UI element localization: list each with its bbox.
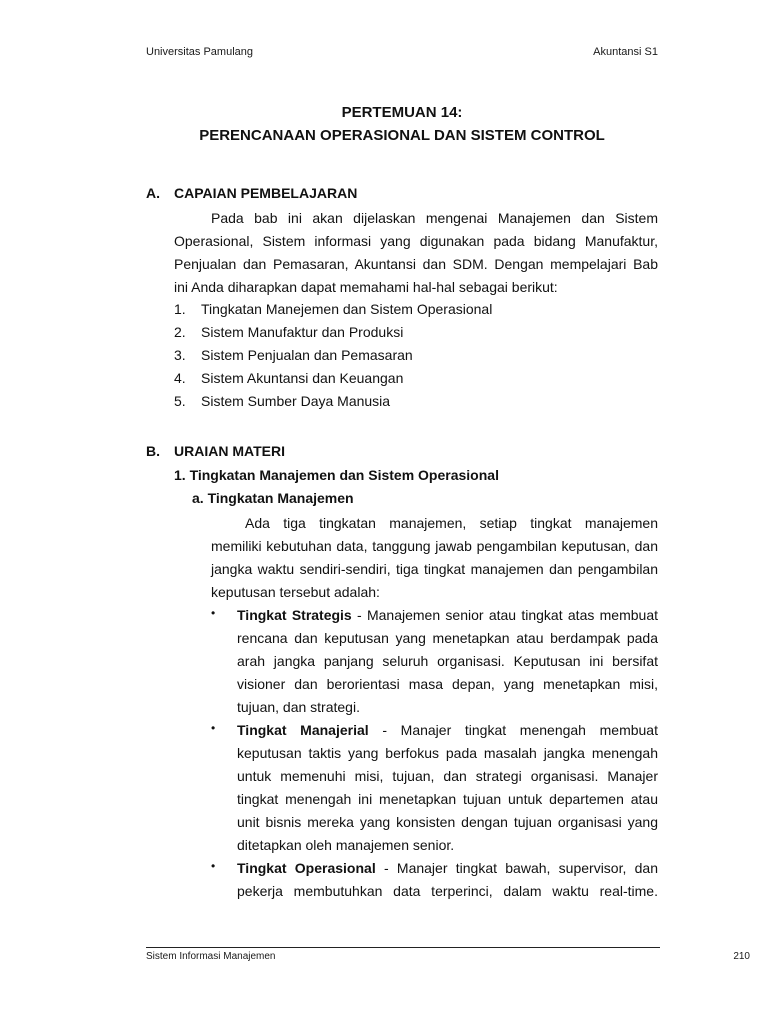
section-a-paragraph-line: Penjualan dan Pemasaran, Akuntansi dan SDM. Dengan mempelajari Bab bbox=[174, 256, 658, 272]
bullet-term: Tingkat Operasional bbox=[237, 860, 376, 876]
bullet-line: visioner dan berorientasi masa depan, yang menetapkan misi, bbox=[237, 676, 658, 692]
subsection-heading: 1. Tingkatan Manajemen dan Sistem Operasional bbox=[174, 467, 499, 483]
list-item-number: 4. bbox=[174, 370, 186, 386]
bullet-line: ditetapkan oleh manajemen senior. bbox=[237, 837, 455, 853]
list-item-number: 3. bbox=[174, 347, 186, 363]
section-b-label: B. bbox=[146, 443, 160, 459]
list-item-text: Tingkatan Manejemen dan Sistem Operasional bbox=[201, 301, 493, 317]
bullet-line: pekerja membutuhkan data terperinci, dalam waktu real-time. bbox=[237, 883, 658, 899]
list-item-text: Sistem Akuntansi dan Keuangan bbox=[201, 370, 404, 386]
section-b-paragraph-line: Ada tiga tingkatan manajemen, setiap tingkat manajemen bbox=[245, 515, 658, 531]
bullet-term: Tingkat Manajerial bbox=[237, 722, 369, 738]
bullet-line: unit bisnis mereka yang konsisten dengan tujuan organisasi yang bbox=[237, 814, 658, 830]
list-item-text: Sistem Manufaktur dan Produksi bbox=[201, 324, 404, 340]
list-item-number: 2. bbox=[174, 324, 186, 340]
bullet-line: rencana dan keputusan yang menetapkan atau berdampak pada bbox=[237, 630, 658, 646]
section-b-paragraph-line: keputusan tersebut adalah: bbox=[211, 584, 380, 600]
bullet-line: untuk memenuhi misi, tujuan, dan strategi organisasi. Manajer bbox=[237, 768, 658, 784]
section-a-paragraph-line: ini Anda diharapkan dapat memahami hal-hal sebagai berikut: bbox=[174, 279, 558, 295]
list-item-text: Sistem Penjualan dan Pemasaran bbox=[201, 347, 413, 363]
section-a-paragraph-line: Pada bab ini akan dijelaskan mengenai Manajemen dan Sistem bbox=[211, 210, 658, 226]
section-b-heading: URAIAN MATERI bbox=[174, 443, 285, 459]
bullet-text: - Manajer tingkat bawah, supervisor, dan bbox=[375, 860, 658, 876]
bullet-first-line bbox=[237, 859, 658, 877]
bullet-line: tujuan, dan strategi. bbox=[237, 699, 360, 715]
footer-divider bbox=[146, 947, 660, 948]
bullet-icon: • bbox=[211, 859, 216, 873]
subsubsection-heading: a. Tingkatan Manajemen bbox=[192, 490, 354, 506]
bullet-icon: • bbox=[211, 721, 216, 735]
page-title-line2: PERENCANAAN OPERASIONAL DAN SISTEM CONTROL bbox=[199, 127, 605, 144]
list-item-text: Sistem Sumber Daya Manusia bbox=[201, 393, 391, 409]
header-university: Universitas Pamulang bbox=[146, 46, 253, 58]
bullet-first-line bbox=[237, 721, 658, 739]
section-a-heading: CAPAIAN PEMBELAJARAN bbox=[174, 185, 358, 201]
page-title-line1: PERTEMUAN 14: bbox=[341, 104, 463, 121]
section-b-paragraph-line: jangka waktu sendiri-sendiri, tiga tingkat manajemen dan pengambilan bbox=[211, 561, 658, 577]
list-item-number: 1. bbox=[174, 301, 186, 317]
list-item-number: 5. bbox=[174, 393, 186, 409]
bullet-text: - Manajer tingkat menengah membuat bbox=[368, 722, 658, 738]
bullet-line: arah jangka panjang seluruh organisasi. Keputusan ini bersifat bbox=[237, 653, 658, 669]
page-number: 210 bbox=[733, 951, 750, 962]
bullet-term: Tingkat Strategis bbox=[237, 607, 352, 623]
section-a-label: A. bbox=[146, 185, 160, 201]
header-program: Akuntansi S1 bbox=[593, 46, 658, 58]
section-b-paragraph-line: memiliki kebutuhan data, tanggung jawab pengambilan keputusan, dan bbox=[211, 538, 658, 554]
bullet-first-line bbox=[237, 606, 658, 624]
bullet-icon: • bbox=[211, 606, 216, 620]
footer-course: Sistem Informasi Manajemen bbox=[146, 951, 276, 962]
bullet-line: tingkat menengah ini menetapkan tujuan untuk departemen atau bbox=[237, 791, 658, 807]
bullet-line: keputusan taktis yang berfokus pada masalah jangka menengah bbox=[237, 745, 658, 761]
bullet-text: - Manajemen senior atau tingkat atas membuat bbox=[351, 607, 658, 623]
section-a-paragraph-line: Operasional, Sistem informasi yang digunakan pada bidang Manufaktur, bbox=[174, 233, 658, 249]
